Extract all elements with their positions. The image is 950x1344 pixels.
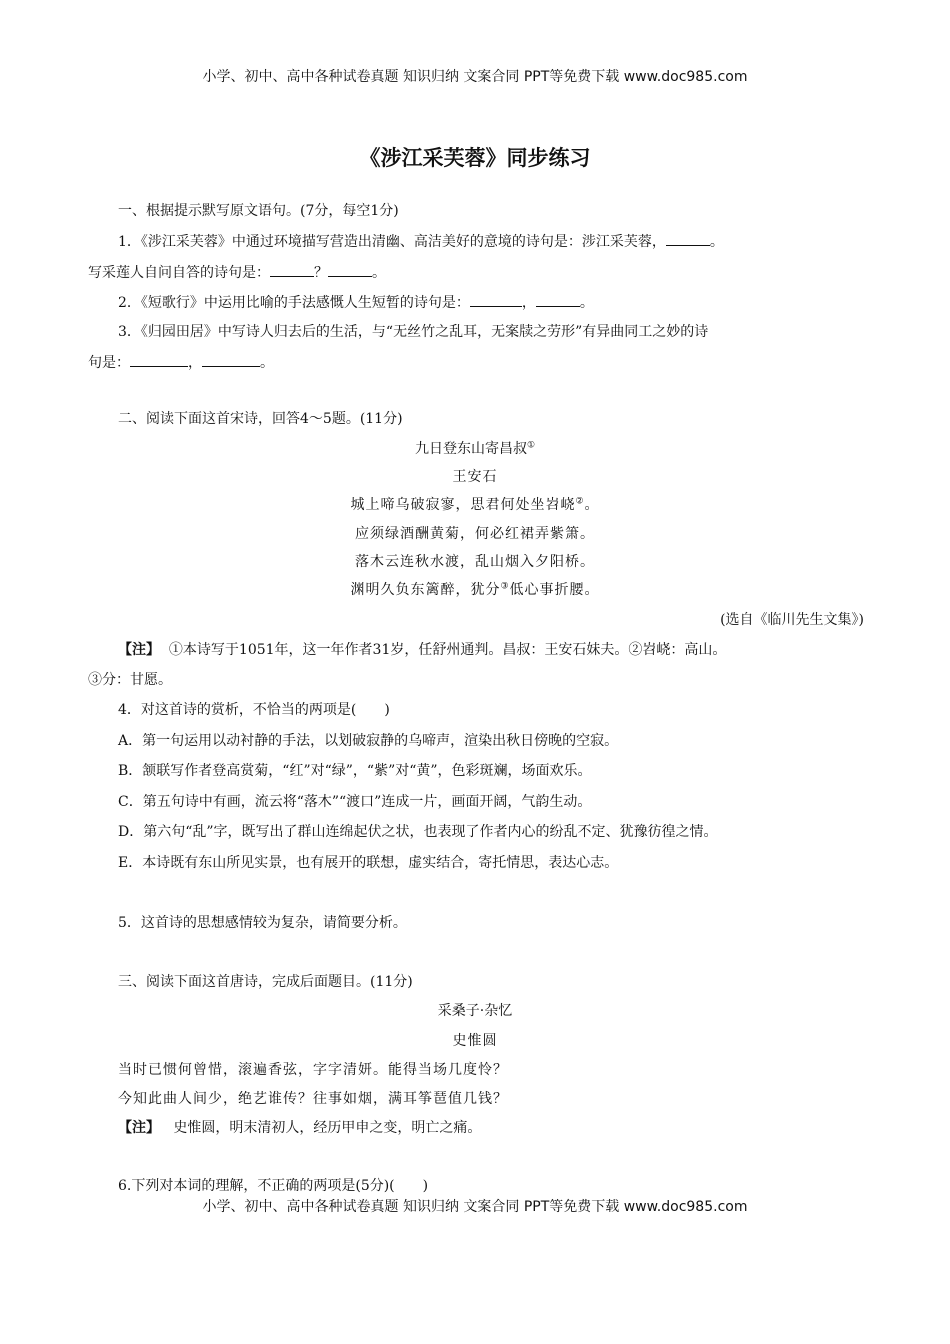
footnote-marker: ③ [500,581,510,592]
answer-blank [130,352,188,367]
poem2-line-2: 今知此曲人间少，绝艺谁传？往事如烟，满耳筝琶值几钱？ [118,1091,508,1107]
note-label: 【注】 [118,642,160,658]
poem2-line-1: 当时已惯何曾惜，滚遍香弦，字字清妍。能得当场几度怜？ [118,1062,508,1078]
poem2-title: 采桑子·杂忆 [437,1003,513,1019]
option-e: E．本诗既有东山所见实景，也有展开的联想，虚实结合，寄托情思，表达心志。 [118,855,619,871]
section2-heading: 二、阅读下面这首宋诗，回答4～5题。(11分) [118,411,403,427]
question-3-line1: 3．《归园田居》中写诗人归去后的生活，与“无丝竹之乱耳，无案牍之劳形”有异曲同工之妙的诗 [118,324,709,340]
question-6: 6.下列对本词的理解，不正确的两项是(5分)( ) [118,1178,429,1194]
poem-notes [118,640,726,660]
section3-heading: 三、阅读下面这首唐诗，完成后面题目。(11分) [118,974,413,990]
poem2-notes [118,1118,481,1138]
answer-blank [470,292,522,307]
poem-line-1: 城上啼乌破寂寥，思君何处坐岧峣②。 [350,496,600,513]
poem-notes-cont: ③分：甘愿。 [88,672,172,688]
note-label: 【注】 [118,1120,160,1136]
option-c: C．第五句诗中有画，流云将“落木”“渡口”连成一片，画面开阔，气韵生动。 [118,794,592,810]
option-b: B．颔联写作者登高赏菊，“红”对“绿”，“紫”对“黄”，色彩斑斓，场面欢乐。 [118,763,592,779]
question-2: 2．《短歌行》中运用比喻的手法感慨人生短暂的诗句是： ， 。 [118,292,594,313]
question-1-text: 1．《涉江采芙蓉》中通过环境描写营造出清幽、高洁美好的意境的诗句是：涉江采芙蓉， [118,234,666,250]
option-d: D．第六句“乱”字，既写出了群山连绵起伏之状，也表现了作者内心的纷乱不定、犹豫彷徨之情。 [118,824,718,840]
answer-blank [328,262,372,277]
answer-blank [666,231,710,246]
note-text: ①本诗写于1051年，这一年作者31岁，任舒州通判。昌叔：王安石妹夫。②岧峣：高山。 [168,642,727,658]
answer-blank [202,352,260,367]
poem-line-3: 落木云连秋水渡，乱山烟入夕阳桥。 [355,554,595,570]
page-header: 小学、初中、高中各种试卷真题 知识归纳 文案合同 PPT等免费下载 www.doc985.com [202,69,748,85]
poem-line-4: 渊明久负东篱醉，犹分③低心事折腰。 [350,581,600,598]
poem-author: 王安石 [452,469,498,485]
question-2-text: 2．《短歌行》中运用比喻的手法感慨人生短暂的诗句是： [118,295,470,311]
footnote-marker: ② [575,496,585,507]
question-1-text-b: 写采莲人自问自答的诗句是： [88,265,270,281]
question-1-line2: 写采莲人自问自答的诗句是： ？ 。 [88,262,386,283]
question-4: 4．对这首诗的赏析，不恰当的两项是( ) [118,702,390,718]
page-title: 《涉江采芙蓉》同步练习 [359,145,591,170]
question-5: 5．这首诗的思想感情较为复杂，请简要分析。 [118,915,407,931]
note-text: 史惟圆，明末清初人，经历甲申之变，明亡之痛。 [173,1120,482,1136]
poem-title: 九日登东山寄昌叔① [414,440,536,457]
answer-blank [270,262,314,277]
option-a: A．第一句运用以动衬静的手法，以划破寂静的乌啼声，渲染出秋日傍晚的空寂。 [118,733,619,749]
section1-heading: 一、根据提示默写原文语句。(7分，每空1分) [118,203,399,219]
question-3-text-b: 句是： [88,355,130,371]
question-1-line1: 1．《涉江采芙蓉》中通过环境描写营造出清幽、高洁美好的意境的诗句是：涉江采芙蓉， 。 [118,231,724,252]
page-footer: 小学、初中、高中各种试卷真题 知识归纳 文案合同 PPT等免费下载 www.doc985.com [202,1199,748,1215]
poem-line-2: 应须绿酒酬黄菊，何必红裙弄紫箫。 [355,526,595,542]
answer-blank [536,292,580,307]
question-3-line2: 句是： ， 。 [88,352,274,373]
poem-source: (选自《临川先生文集》) [720,612,864,628]
footnote-marker: ① [526,440,536,451]
poem2-author: 史惟圆 [452,1033,498,1049]
